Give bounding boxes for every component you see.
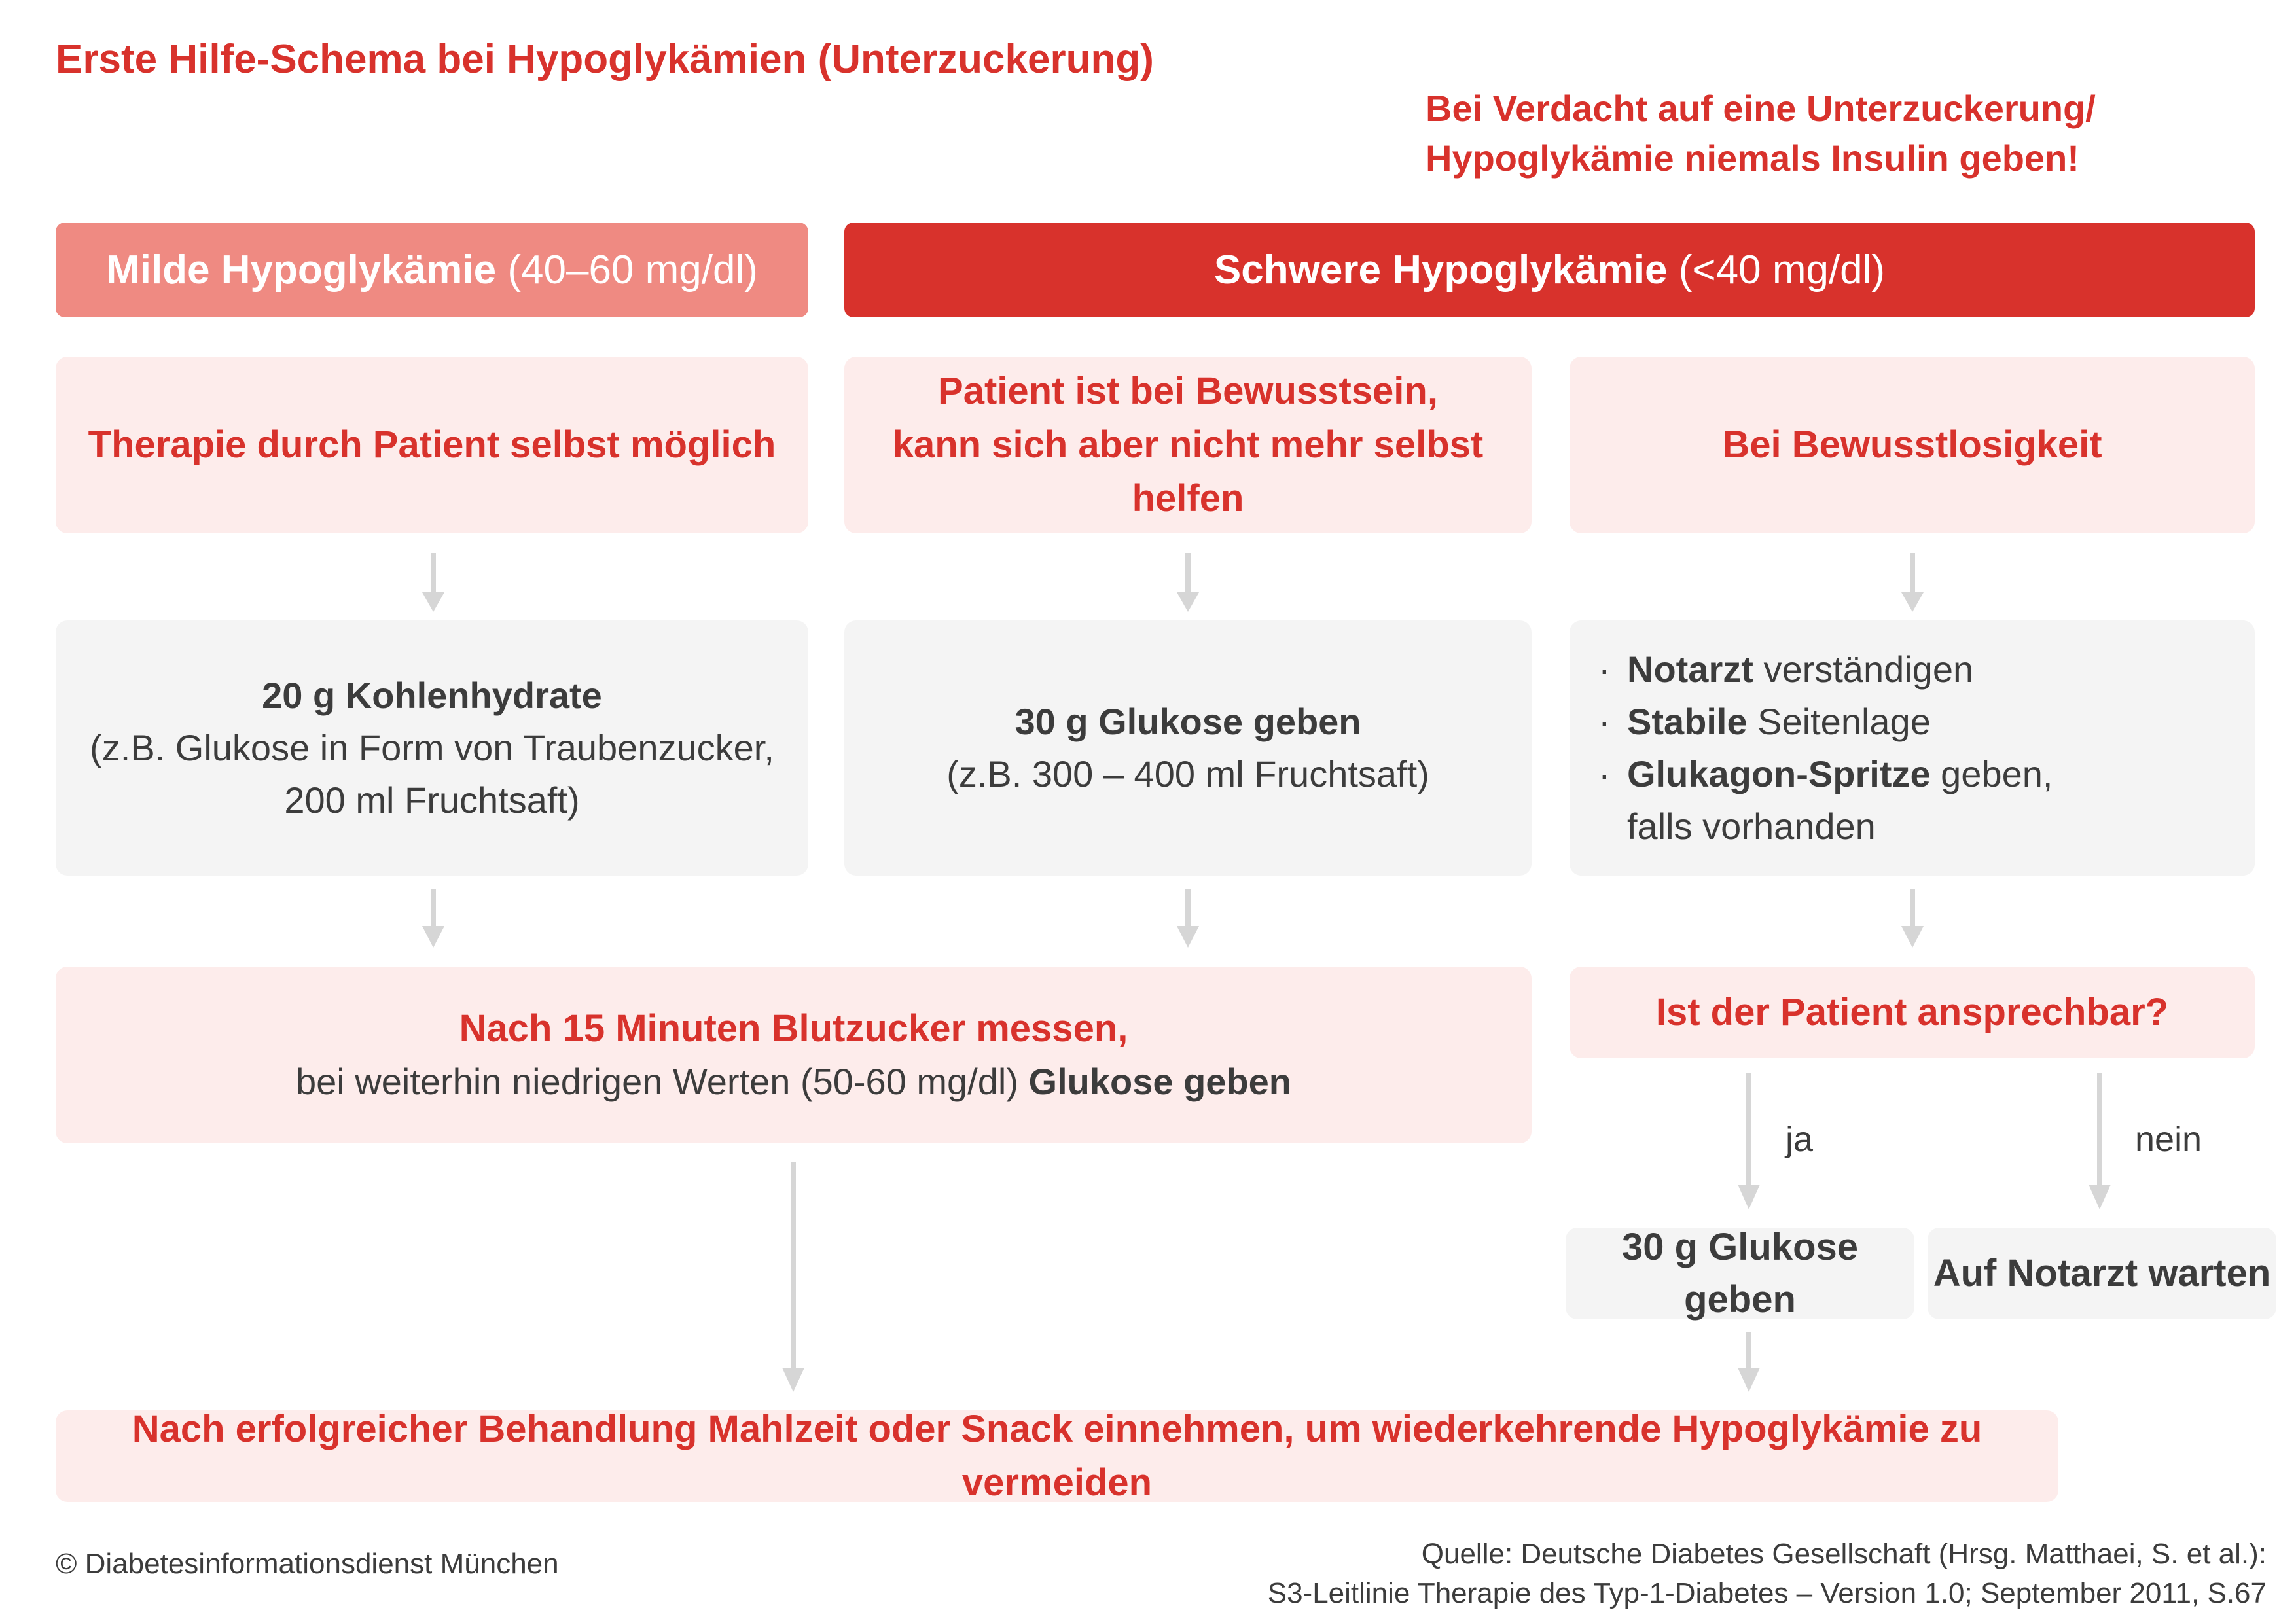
severe-header-label: Schwere Hypoglykämie — [1213, 247, 1668, 293]
question-text: Ist der Patient ansprechbar? — [1655, 991, 2169, 1033]
arrow-down-icon — [1738, 1332, 1760, 1392]
arrow-down-icon — [1177, 889, 1199, 948]
yes-action-text: 30 g Glukose geben — [1621, 1226, 1859, 1321]
list-item: · Notarzt verständigen — [1598, 649, 1974, 690]
arrow-down-icon — [1738, 1073, 1760, 1209]
warning-line-1: Bei Verdacht auf eine Unterzuckerung/ — [1426, 88, 2096, 129]
severe-header-range: (<40 mg/dl) — [1678, 247, 1886, 293]
condition-conscious-line-1: Patient ist bei Bewusstsein, — [938, 370, 1438, 412]
arrow-down-icon — [1901, 889, 1924, 948]
arrow-down-icon — [422, 553, 444, 612]
recheck-title: Nach 15 Minuten Blutzucker messen, — [459, 1007, 1128, 1050]
condition-unconscious-text: Bei Bewusstlosigkeit — [1722, 423, 2102, 466]
treatment-mild-line-1: (z.B. Glukose in Form von Traubenzucker, — [90, 727, 774, 768]
list-item: · Glukagon-Spritze geben, — [1598, 753, 2053, 794]
copyright: © Diabetesinformationsdienst München — [56, 1548, 559, 1580]
condition-conscious-line-2: kann sich aber nicht mehr selbst helfen — [892, 423, 1484, 520]
mild-header-range: (40–60 mg/dl) — [507, 247, 758, 293]
treatment-mild-line-2: 200 ml Fruchtsaft) — [284, 779, 580, 821]
treatment-conscious-title: 30 g Glukose geben — [1014, 701, 1361, 742]
recheck-line-2: bei weiterhin niedrigen Werten (50-60 mg/dl) Glukose geben — [296, 1061, 1291, 1102]
list-item-continuation: falls vorhanden — [1627, 806, 1876, 847]
final-text: Nach erfolgreicher Behandlung Mahlzeit oder Snack einnehmen, um wiederkehrende Hypoglykämie zu vermeiden — [132, 1408, 1982, 1504]
warning-line-2: Hypoglykämie niemals Insulin geben! — [1426, 137, 2079, 179]
source-citation — [1268, 1535, 2267, 1613]
list-item: · Stabile Seitenlage — [1598, 701, 1931, 742]
no-label: nein — [2135, 1120, 2202, 1159]
no-action-text: Auf Notarzt warten — [1933, 1252, 2271, 1294]
arrow-down-icon — [2089, 1073, 2111, 1209]
arrow-down-icon — [1177, 553, 1199, 612]
page-title: Erste Hilfe-Schema bei Hypoglykämien (Unterzuckerung) — [56, 37, 1154, 82]
condition-self-text: Therapie durch Patient selbst möglich — [88, 423, 776, 466]
arrow-down-icon — [1901, 553, 1924, 612]
treatment-conscious-line-1: (z.B. 300 – 400 ml Fruchtsaft) — [946, 753, 1429, 794]
arrow-down-icon — [782, 1162, 804, 1392]
yes-label: ja — [1785, 1120, 1814, 1159]
source-line-2: S3-Leitlinie Therapie des Typ-1-Diabetes – Version 1.0; September 2011, S.67 — [1267, 1577, 2267, 1609]
arrow-down-icon — [422, 889, 444, 948]
treatment-mild-title: 20 g Kohlenhydrate — [262, 675, 602, 716]
mild-header-label: Milde Hypoglykämie — [106, 247, 497, 293]
source-line-1: Quelle: Deutsche Diabetes Gesellschaft (Hrsg. Matthaei, S. et al.): — [1421, 1538, 2267, 1570]
